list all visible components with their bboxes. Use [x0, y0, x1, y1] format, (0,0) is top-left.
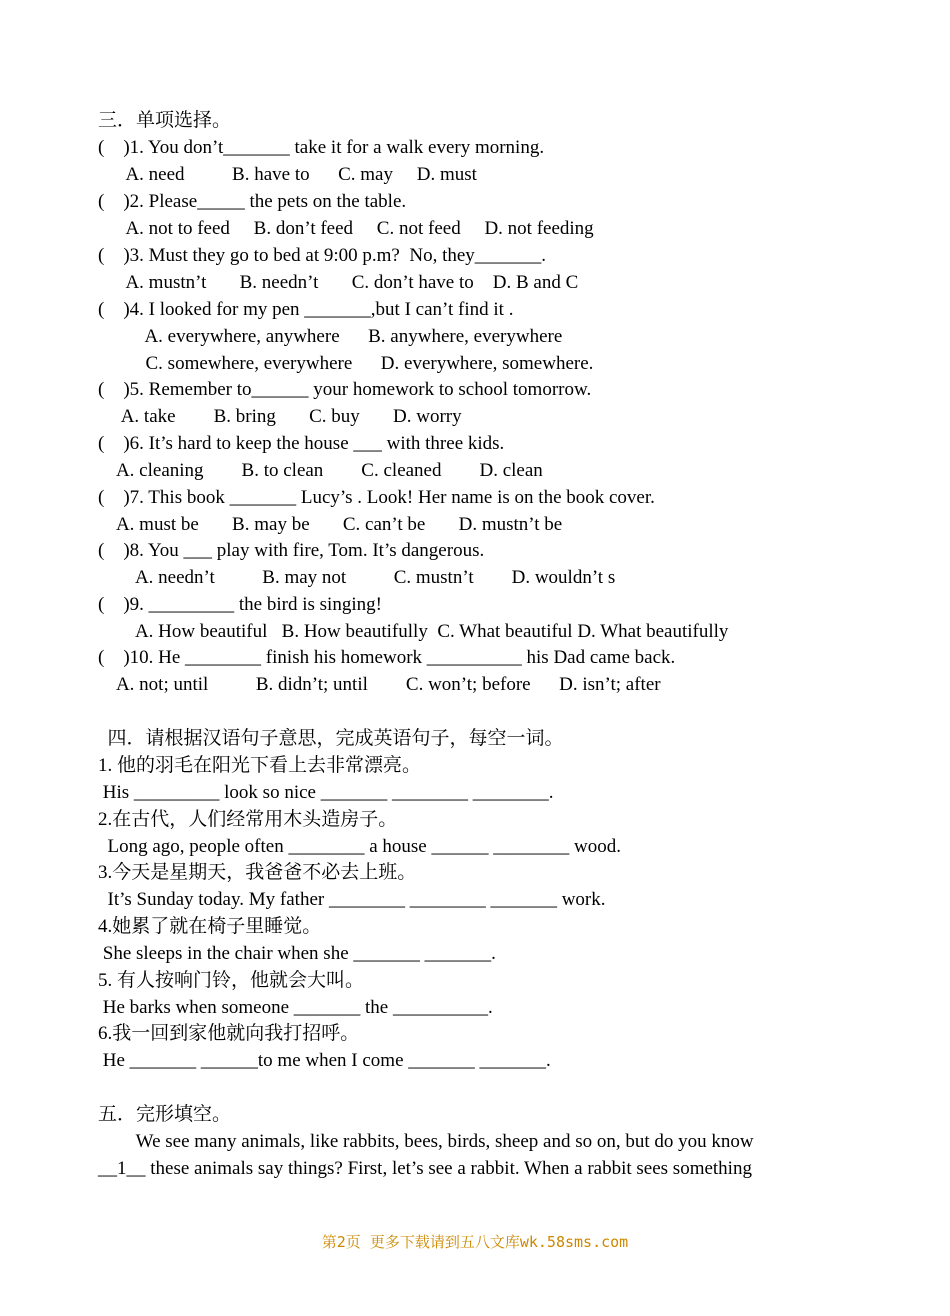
question-line: ( )4. I looked for my pen _______,but I can’t find it .	[98, 299, 514, 320]
options-line: A. How beautiful B. How beautifully C. What beautiful D. What beautifully	[98, 621, 729, 642]
question-line: ( )8. You ___ play with fire, Tom. It’s dangerous.	[98, 540, 485, 561]
options-line: A. needn’t B. may not C. mustn’t D. wouldn’t s	[98, 567, 616, 588]
english-sentence: Long ago, people often ________ a house ______ ________ wood.	[98, 836, 621, 857]
english-sentence: His _________ look so nice _______ ________ ________.	[98, 782, 554, 803]
options-line: A. everywhere, anywhere B. anywhere, everywhere	[98, 326, 563, 347]
cloze-text-line: We see many animals, like rabbits, bees, birds, sheep and so on, but do you know	[98, 1131, 754, 1152]
options-line: A. cleaning B. to clean C. cleaned D. clean	[98, 460, 543, 481]
options-line: A. mustn’t B. needn’t C. don’t have to D. B and C	[98, 272, 579, 293]
section-5-title: 五．完形填空。	[98, 1104, 232, 1125]
options-line: A. not to feed B. don’t feed C. not feed D. not feeding	[98, 218, 594, 239]
english-sentence: She sleeps in the chair when she _______ _______.	[98, 943, 496, 964]
chinese-prompt: 3.今天是星期天，我爸爸不必去上班。	[98, 862, 417, 883]
page-footer: 第2页 更多下载请到五八文库wk.58sms.com	[321, 1233, 629, 1251]
chinese-prompt: 5. 有人按响门铃，他就会大叫。	[98, 970, 365, 991]
options-line: C. somewhere, everywhere D. everywhere, somewhere.	[98, 353, 594, 374]
options-line: A. take B. bring C. buy D. worry	[98, 406, 462, 427]
question-line: ( )3. Must they go to bed at 9:00 p.m? No, they_______.	[98, 245, 547, 266]
chinese-prompt: 1. 他的羽毛在阳光下看上去非常漂亮。	[98, 755, 422, 776]
section-4-title: 四．请根据汉语句子意思，完成英语句子，每空一词。	[98, 728, 564, 749]
question-line: ( )10. He ________ finish his homework __________ his Dad came back.	[98, 647, 676, 668]
chinese-prompt: 4.她累了就在椅子里睡觉。	[98, 916, 322, 937]
cloze-text-line: __1__ these animals say things? First, let’s see a rabbit. When a rabbit sees something	[98, 1158, 752, 1179]
question-line: ( )5. Remember to______ your homework to school tomorrow.	[98, 379, 592, 400]
options-line: A. must be B. may be C. can’t be D. mustn’t be	[98, 514, 563, 535]
chinese-prompt: 2.在古代，人们经常用木头造房子。	[98, 809, 398, 830]
question-line: ( )7. This book _______ Lucy’s . Look! Her name is on the book cover.	[98, 487, 655, 508]
question-line: ( )2. Please_____ the pets on the table.	[98, 191, 407, 212]
options-line: A. need B. have to C. may D. must	[98, 164, 477, 185]
english-sentence: He barks when someone _______ the __________.	[98, 997, 493, 1018]
options-line: A. not; until B. didn’t; until C. won’t; before D. isn’t; after	[98, 674, 661, 695]
question-line: ( )6. It’s hard to keep the house ___ with three kids.	[98, 433, 505, 454]
question-line: ( )9. _________ the bird is singing!	[98, 594, 382, 615]
english-sentence: It’s Sunday today. My father ________ ________ _______ work.	[98, 889, 606, 910]
chinese-prompt: 6.我一回到家他就向我打招呼。	[98, 1023, 360, 1044]
question-line: ( )1. You don’t_______ take it for a walk every morning.	[98, 137, 545, 158]
section-3-title: 三．单项选择。	[98, 110, 232, 131]
english-sentence: He _______ ______to me when I come _______ _______.	[98, 1050, 551, 1071]
